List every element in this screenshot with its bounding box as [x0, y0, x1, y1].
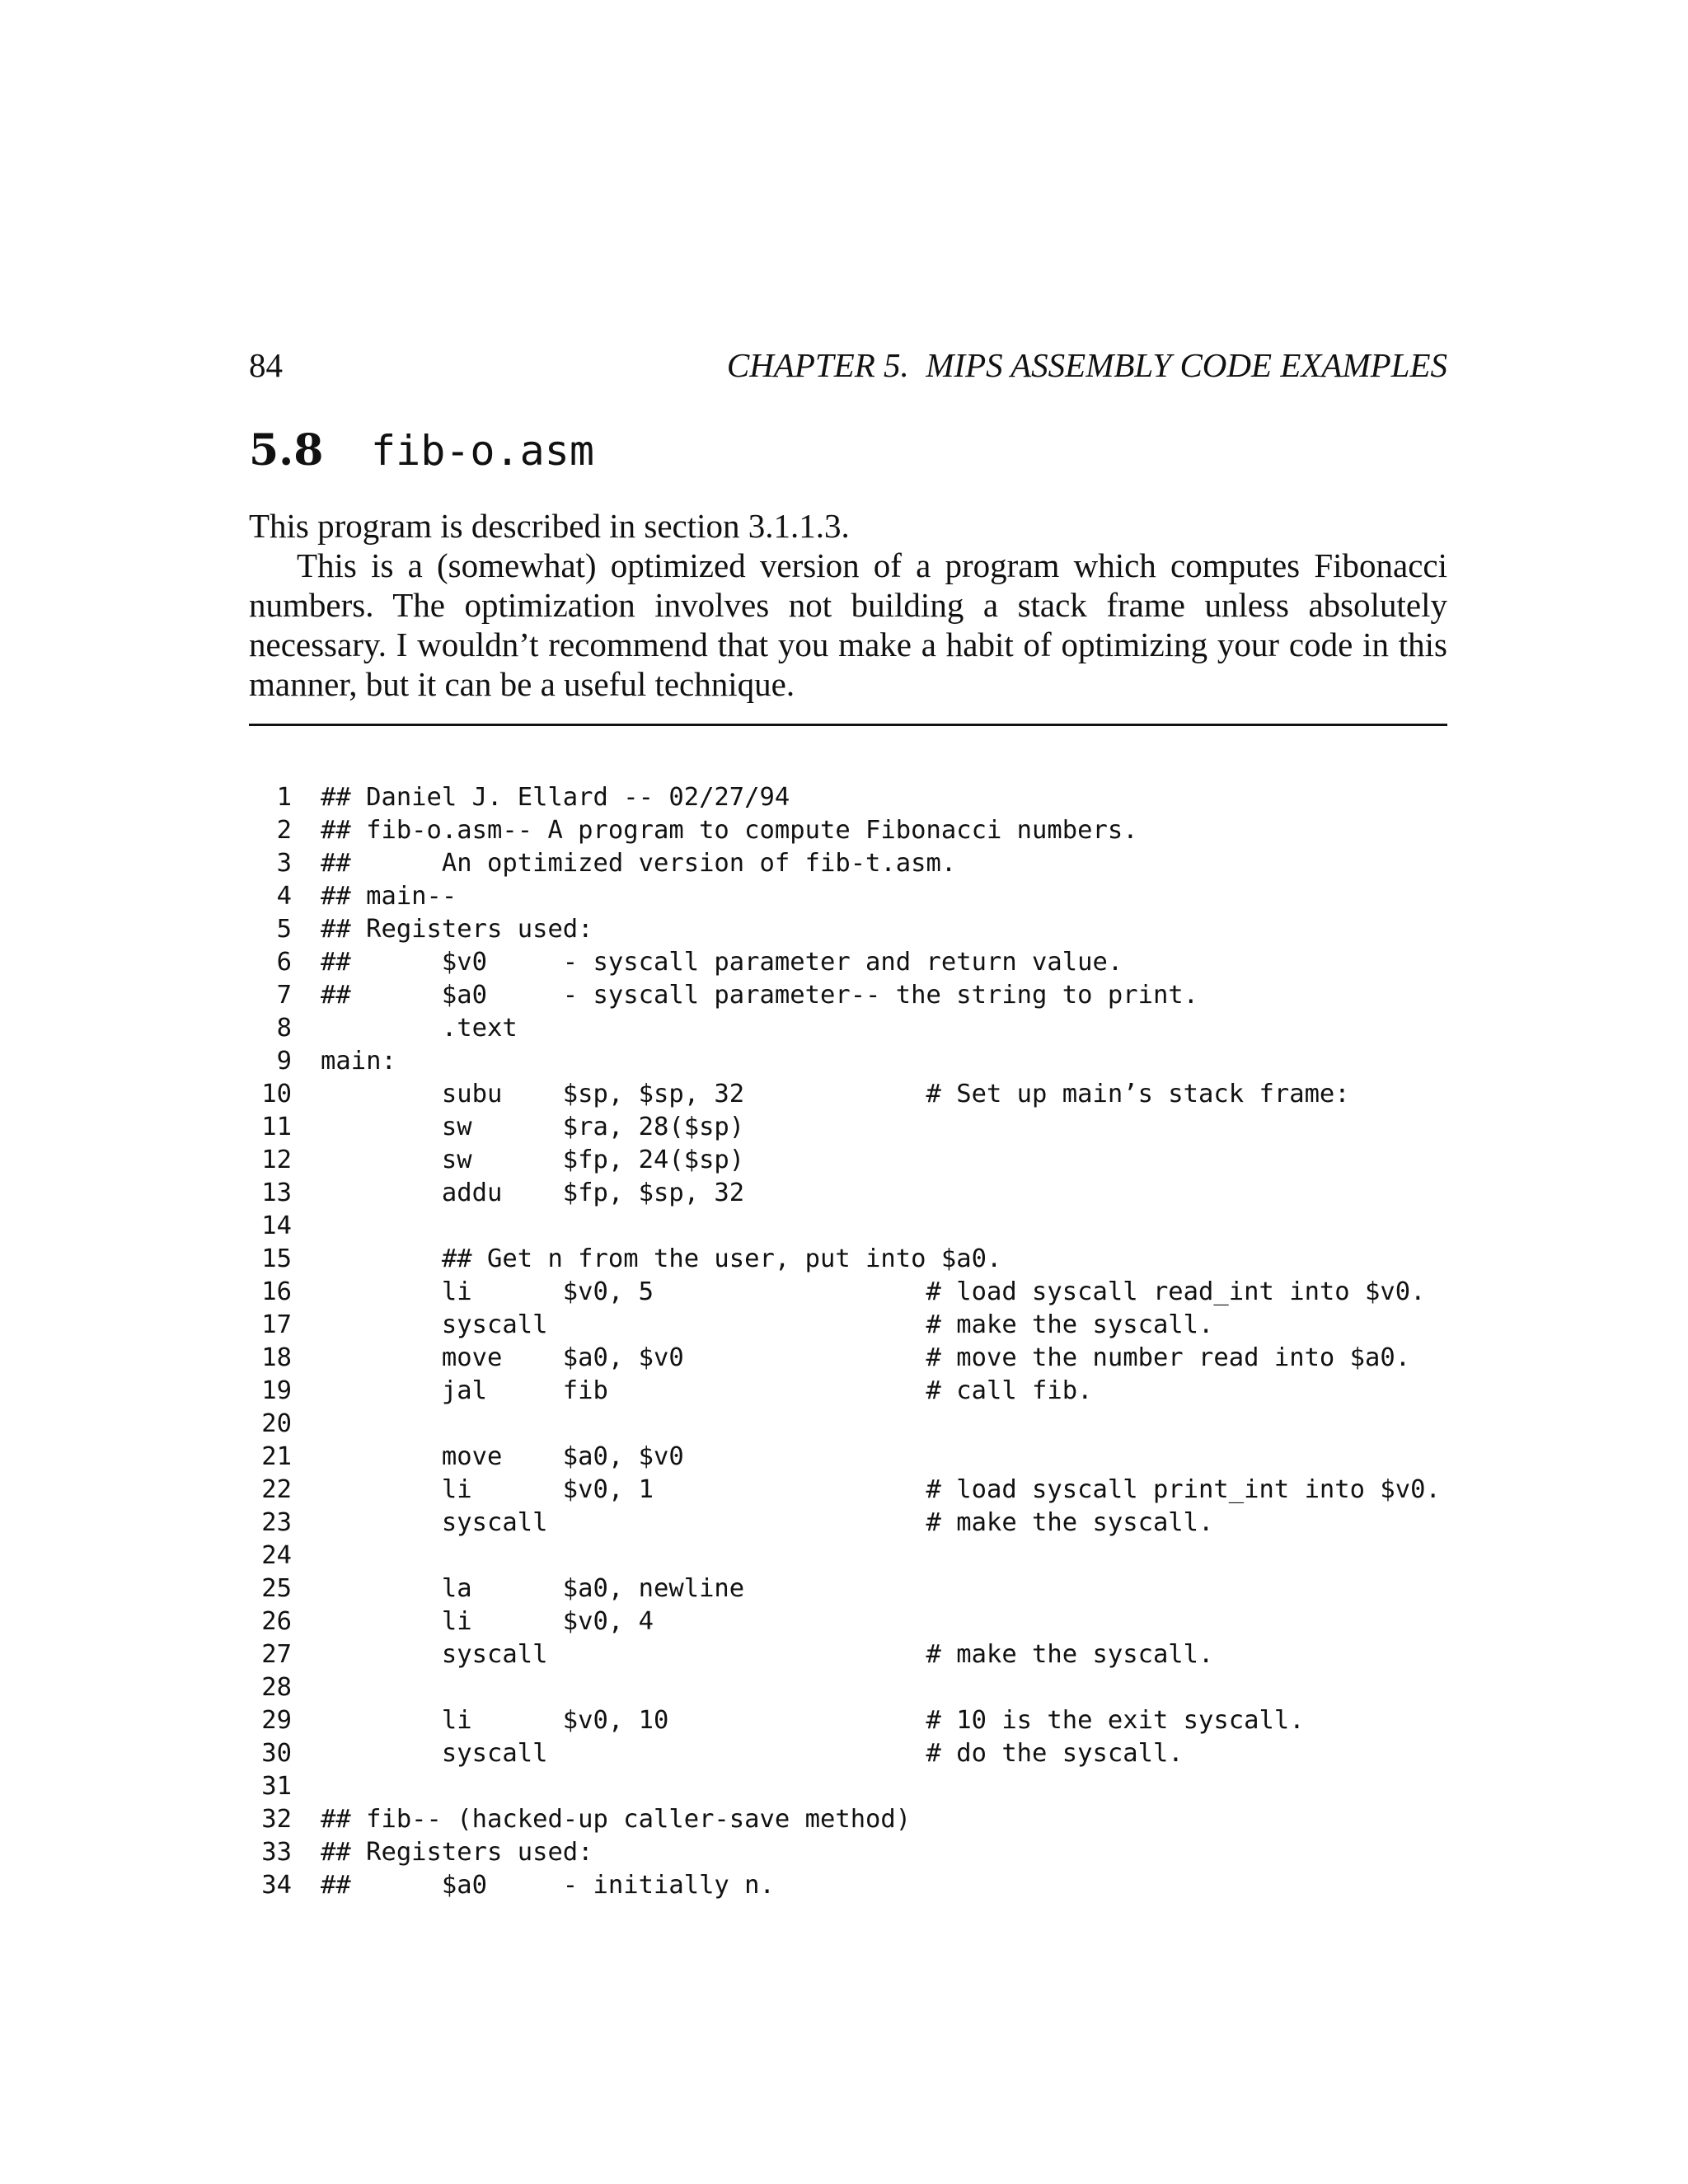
intro-text [249, 506, 1447, 704]
line-number: 32 [261, 1805, 292, 1834]
code-text: ## $v0 - syscall parameter and return value. [321, 948, 1123, 977]
code-line [249, 1737, 1447, 1770]
code-line [249, 1309, 1447, 1342]
code-text: move $a0, $v0 # move the number read into $a0. [321, 1343, 1411, 1372]
code-text: ## $a0 - initially n. [321, 1871, 775, 1900]
section-file-name: fib-o.asm [371, 427, 594, 475]
code-text: ## $a0 - syscall parameter-- the string to print. [321, 981, 1199, 1010]
line-number: 11 [261, 1113, 292, 1141]
code-line [249, 1177, 1447, 1210]
code-text: sw $fp, 24($sp) [321, 1146, 745, 1174]
line-number: 26 [261, 1607, 292, 1636]
section-number: 5.8 [249, 425, 324, 476]
code-text: ## Daniel J. Ellard -- 02/27/94 [321, 783, 790, 812]
code-line [249, 1342, 1447, 1375]
code-text: syscall # make the syscall. [321, 1508, 1214, 1537]
code-text: subu $sp, $sp, 32 # Set up main’s stack frame: [321, 1080, 1350, 1108]
code-line [249, 1704, 1447, 1737]
code-line [249, 913, 1447, 946]
code-line [249, 1869, 1447, 1902]
code-line [249, 847, 1447, 880]
line-number: 9 [276, 1047, 292, 1076]
line-number: 30 [261, 1739, 292, 1768]
line-number: 6 [276, 948, 292, 977]
code-line [249, 1408, 1447, 1441]
code-text: sw $ra, 28($sp) [321, 1113, 745, 1141]
code-line [249, 1507, 1447, 1540]
code-text: la $a0, newline [321, 1574, 745, 1603]
line-number: 18 [261, 1343, 292, 1372]
code-line [249, 979, 1447, 1012]
line-number: 23 [261, 1508, 292, 1537]
code-text: .text [321, 1014, 518, 1043]
line-number: 15 [261, 1244, 292, 1273]
line-number: 27 [261, 1640, 292, 1669]
code-line [249, 1836, 1447, 1869]
page-number: 84 [249, 346, 283, 384]
line-number: 12 [261, 1146, 292, 1174]
code-text: addu $fp, $sp, 32 [321, 1179, 745, 1207]
intro-paragraph: This program is described in section 3.1.1.3. [249, 507, 850, 545]
section-heading [249, 422, 594, 480]
line-number: 2 [276, 816, 292, 845]
code-text: ## An optimized version of fib-t.asm. [321, 849, 957, 878]
code-line [249, 1803, 1447, 1836]
code-text: ## Registers used: [321, 1838, 593, 1867]
code-text: li $v0, 10 # 10 is the exit syscall. [321, 1706, 1305, 1735]
code-line [249, 1474, 1447, 1507]
line-number: 4 [276, 882, 292, 911]
line-number: 1 [276, 783, 292, 812]
code-line [249, 880, 1447, 913]
line-number: 33 [261, 1838, 292, 1867]
line-number: 22 [261, 1475, 292, 1504]
code-line [249, 1210, 1447, 1243]
code-line [249, 1540, 1447, 1572]
line-number: 8 [276, 1014, 292, 1043]
code-line [249, 1441, 1447, 1474]
code-line [249, 1045, 1447, 1078]
code-line [249, 946, 1447, 979]
code-text: ## Get n from the user, put into $a0. [321, 1244, 1002, 1273]
line-number: 16 [261, 1277, 292, 1306]
code-line [249, 1243, 1447, 1276]
line-number: 14 [261, 1212, 292, 1240]
code-text: ## Registers used: [321, 915, 593, 944]
line-number: 34 [261, 1871, 292, 1900]
running-header [249, 344, 1447, 386]
code-line [249, 1638, 1447, 1671]
code-text: ## fib-o.asm-- A program to compute Fibonacci numbers. [321, 816, 1138, 845]
code-line [249, 1144, 1447, 1177]
code-line [249, 781, 1447, 814]
line-number: 25 [261, 1574, 292, 1603]
code-text: jal fib # call fib. [321, 1376, 1093, 1405]
code-text: ## fib-- (hacked-up caller-save method) [321, 1805, 912, 1834]
line-number: 24 [261, 1541, 292, 1570]
code-line [249, 1012, 1447, 1045]
code-line [249, 1770, 1447, 1803]
line-number: 7 [276, 981, 292, 1010]
line-number: 13 [261, 1179, 292, 1207]
line-number: 21 [261, 1442, 292, 1471]
code-text: li $v0, 5 # load syscall read_int into $v0. [321, 1277, 1426, 1306]
line-number: 17 [261, 1310, 292, 1339]
line-number: 3 [276, 849, 292, 878]
code-line [249, 1111, 1447, 1144]
code-text: move $a0, $v0 [321, 1442, 684, 1471]
code-text: syscall # do the syscall. [321, 1739, 1184, 1768]
code-line [249, 814, 1447, 847]
code-line [249, 1671, 1447, 1704]
line-number: 10 [261, 1080, 292, 1108]
line-number: 19 [261, 1376, 292, 1405]
code-line [249, 1375, 1447, 1408]
line-number: 31 [261, 1772, 292, 1801]
intro-paragraph: This is a (somewhat) optimized version of a program which computes Fibonacci numbers. The optimization involves not building a stack frame unless absolutely necessary. I wouldn’t recommend that you make a habit of optimizing your code in this manner, but it can be a useful technique. [249, 546, 1447, 703]
code-text: li $v0, 1 # load syscall print_int into $v0. [321, 1475, 1441, 1504]
code-line [249, 1078, 1447, 1111]
line-number: 29 [261, 1706, 292, 1735]
code-line [249, 1276, 1447, 1309]
code-line [249, 1605, 1447, 1638]
code-text: li $v0, 4 [321, 1607, 654, 1636]
code-text: syscall # make the syscall. [321, 1310, 1214, 1339]
code-text: ## main-- [321, 882, 457, 911]
code-line [249, 1572, 1447, 1605]
code-text: syscall # make the syscall. [321, 1640, 1214, 1669]
line-number: 20 [261, 1409, 292, 1438]
code-text: main: [321, 1047, 396, 1076]
line-number: 5 [276, 915, 292, 944]
code-listing [249, 781, 1447, 1902]
chapter-title: CHAPTER 5. MIPS ASSEMBLY CODE EXAMPLES [726, 346, 1447, 384]
horizontal-rule [249, 724, 1447, 726]
line-number: 28 [261, 1673, 292, 1702]
